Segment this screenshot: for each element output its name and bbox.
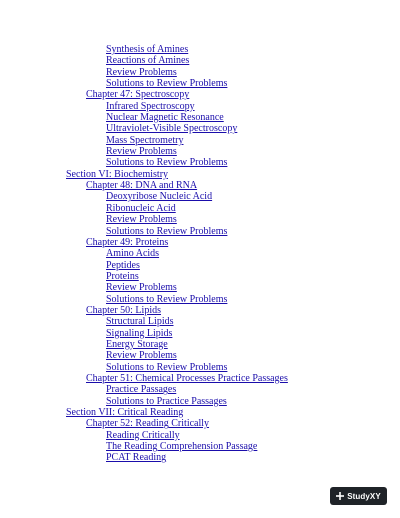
toc-topic-entry [0, 44, 400, 55]
toc-topic-entry [0, 135, 400, 146]
toc-topic-entry [0, 214, 400, 225]
toc-link[interactable]: PCAT Reading [106, 452, 167, 464]
toc-topic-entry [0, 316, 400, 327]
toc-topic-entry [0, 396, 400, 407]
toc-link[interactable]: Energy Storage [106, 338, 168, 350]
toc-chapter-entry [0, 237, 400, 248]
toc-topic-entry [0, 67, 400, 78]
toc-chapter-entry [0, 373, 400, 384]
table-of-contents [0, 44, 400, 464]
toc-topic-entry [0, 191, 400, 202]
toc-chapter-entry [0, 418, 400, 429]
toc-topic-entry [0, 146, 400, 157]
toc-link[interactable]: Review Problems [106, 350, 177, 362]
toc-link[interactable]: Chapter 51: Chemical Processes Practice Passages [86, 372, 288, 384]
toc-topic-entry [0, 294, 400, 305]
toc-link[interactable]: Signaling Lipids [106, 327, 173, 339]
toc-link[interactable]: Reactions of Amines [106, 55, 190, 67]
toc-link[interactable]: Solutions to Review Problems [106, 293, 228, 305]
toc-topic-entry [0, 339, 400, 350]
toc-link[interactable]: Proteins [106, 270, 139, 282]
toc-link[interactable]: Amino Acids [106, 248, 160, 260]
toc-topic-entry [0, 430, 400, 441]
toc-link[interactable]: Chapter 52: Reading Critically [86, 418, 210, 430]
toc-link[interactable]: Practice Passages [106, 384, 177, 396]
toc-link[interactable]: Solutions to Review Problems [106, 78, 228, 90]
toc-topic-entry [0, 350, 400, 361]
toc-link[interactable]: Review Problems [106, 282, 177, 294]
toc-link[interactable]: Solutions to Review Problems [106, 225, 228, 237]
toc-link[interactable]: Chapter 49: Proteins [86, 236, 169, 248]
toc-link[interactable]: Synthesis of Amines [106, 44, 189, 55]
toc-link[interactable]: Ultraviolet-Visible Spectroscopy [106, 123, 238, 135]
brand-name: StudyXY [347, 491, 381, 501]
toc-link[interactable]: Review Problems [106, 214, 177, 226]
toc-topic-entry [0, 384, 400, 395]
toc-topic-entry [0, 271, 400, 282]
toc-link[interactable]: Ribonucleic Acid [106, 202, 176, 214]
toc-link[interactable]: Solutions to Review Problems [106, 157, 228, 169]
toc-link[interactable]: Nuclear Magnetic Resonance [106, 112, 224, 124]
toc-link[interactable]: Solutions to Review Problems [106, 361, 228, 373]
toc-topic-entry [0, 248, 400, 259]
toc-topic-entry [0, 55, 400, 66]
toc-chapter-entry [0, 89, 400, 100]
toc-topic-entry [0, 260, 400, 271]
toc-chapter-entry [0, 180, 400, 191]
toc-link[interactable]: Structural Lipids [106, 316, 174, 328]
toc-chapter-entry [0, 305, 400, 316]
plus-icon [336, 492, 344, 500]
toc-topic-entry [0, 282, 400, 293]
toc-link[interactable]: The Reading Comprehension Passage [106, 441, 258, 453]
studyxy-badge[interactable] [330, 487, 387, 505]
toc-link[interactable]: Review Problems [106, 146, 177, 158]
toc-topic-entry [0, 226, 400, 237]
toc-section-entry [0, 169, 400, 180]
toc-topic-entry [0, 157, 400, 168]
toc-link[interactable]: Chapter 47: Spectroscopy [86, 89, 190, 101]
toc-link[interactable]: Section VII: Critical Reading [66, 407, 184, 418]
toc-link[interactable]: Peptides [106, 259, 140, 271]
toc-link[interactable]: Review Problems [106, 66, 177, 78]
toc-link[interactable]: Chapter 50: Lipids [86, 304, 161, 316]
toc-topic-entry [0, 452, 400, 463]
toc-link[interactable]: Reading Critically [106, 429, 180, 441]
toc-topic-entry [0, 328, 400, 339]
toc-topic-entry [0, 441, 400, 452]
toc-topic-entry [0, 123, 400, 134]
toc-section-entry [0, 407, 400, 418]
toc-topic-entry [0, 203, 400, 214]
toc-link[interactable]: Solutions to Practice Passages [106, 395, 227, 407]
toc-topic-entry [0, 112, 400, 123]
toc-link[interactable]: Mass Spectrometry [106, 134, 184, 146]
toc-topic-entry [0, 101, 400, 112]
toc-topic-entry [0, 362, 400, 373]
toc-link[interactable]: Section VI: Biochemistry [66, 168, 169, 180]
toc-link[interactable]: Chapter 48: DNA and RNA [86, 180, 198, 192]
toc-link[interactable]: Deoxyribose Nucleic Acid [106, 191, 213, 203]
toc-link[interactable]: Infrared Spectroscopy [106, 100, 195, 112]
toc-topic-entry [0, 78, 400, 89]
